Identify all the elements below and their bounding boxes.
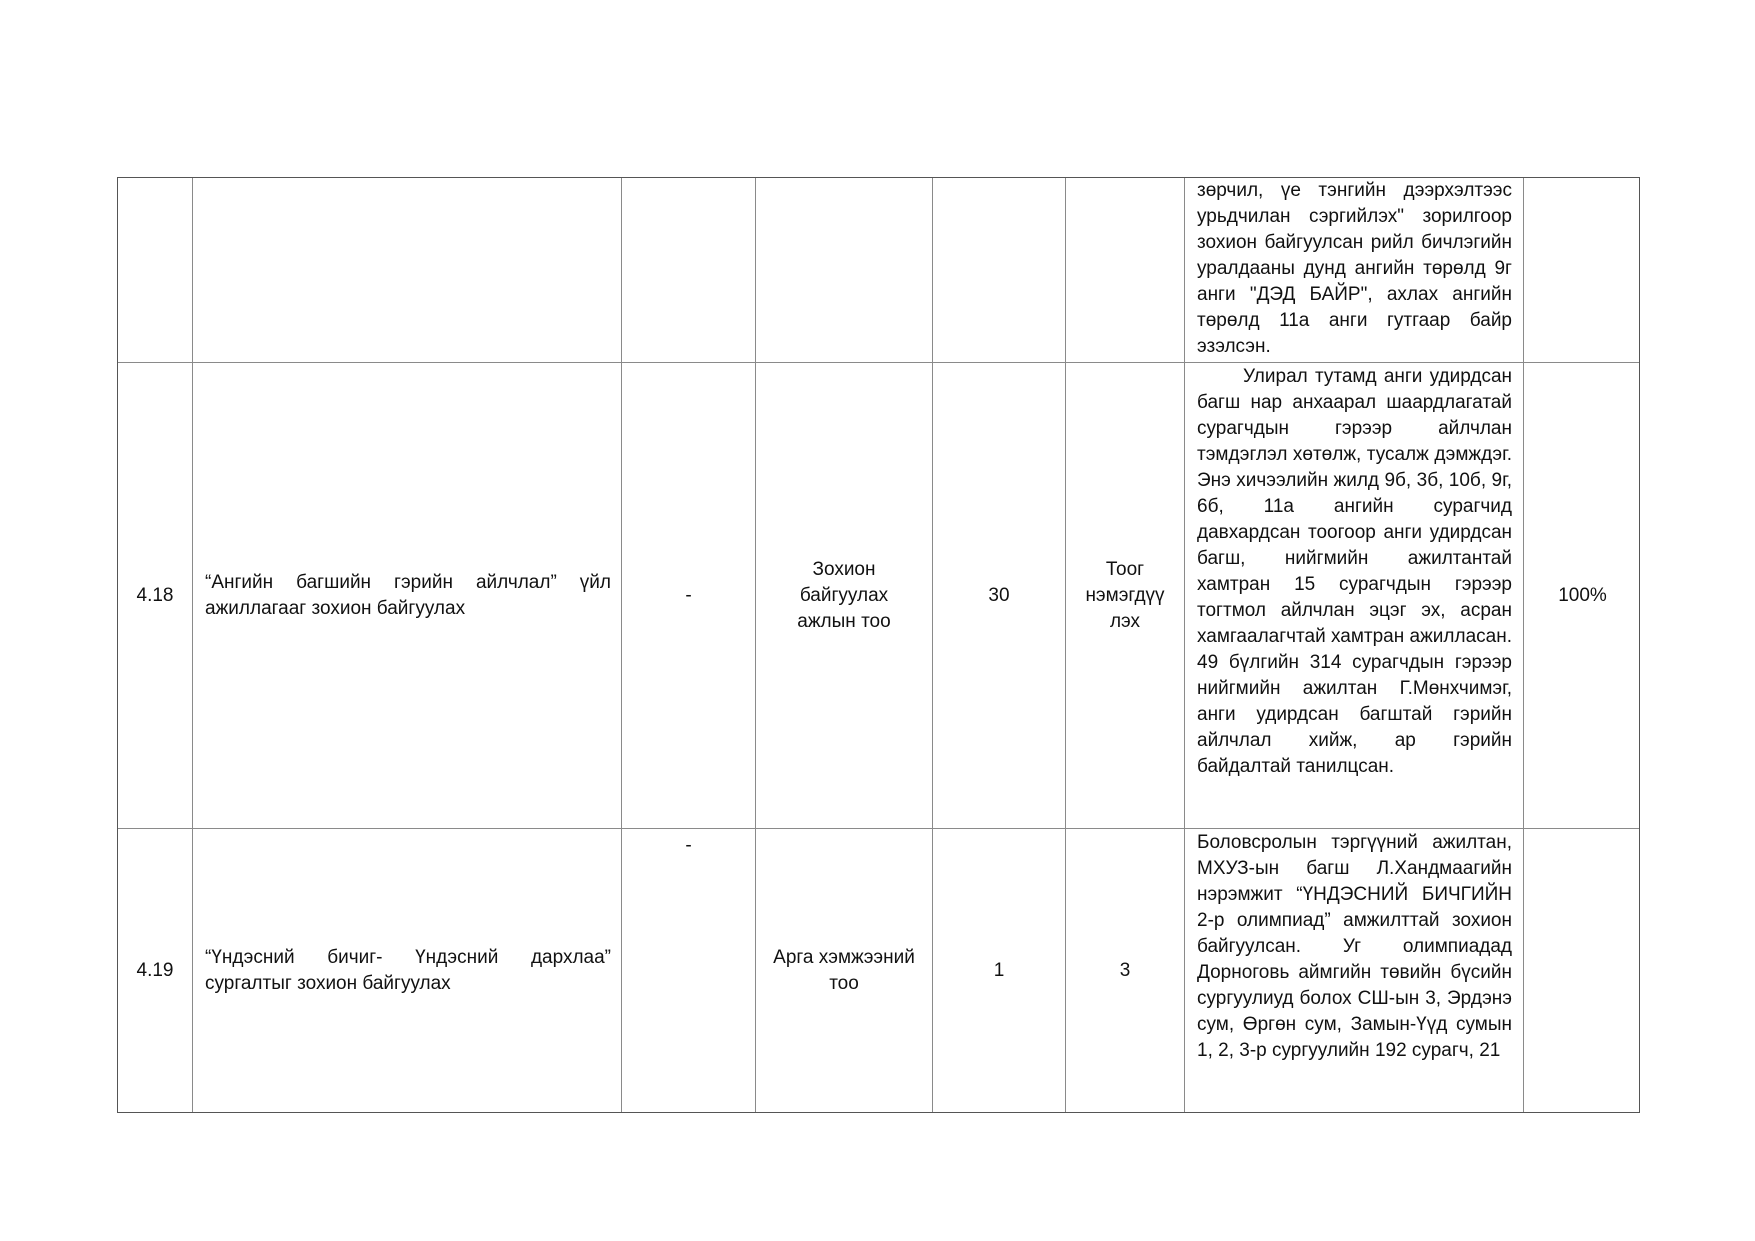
table-row (118, 362, 1639, 828)
baseline-cell (621, 178, 755, 362)
report-paragraph: Боловсролын тэргүүний ажилтан, МХУЗ-ын багш Л.Хандмаагийн нэрэмжит “ҮНДЭСНИЙ БИЧГИЙН 2-р олимпиад” амжилттай зохион байгуулсан. Уг олимпиадад Дорноговь аймгийн төвийн бүсийн сургуулиуд болох СШ-ын 3, Эрдэнэ сум, Өргөн сум, Замын-Үүд сумын 1, 2, 3-р сургуулийн 192 сурагч, 21 (1197, 832, 1512, 1061)
percent-cell (1523, 829, 1641, 1112)
target-cell (932, 178, 1065, 362)
indicator-cell (755, 829, 932, 1112)
report-cell (1184, 829, 1523, 1112)
baseline-text: - (685, 835, 692, 856)
row-number-cell: 4.18 (136, 584, 174, 606)
report-paragraph: 49 бүлгийн 314 сурагчдын гэрээр нийгмийн ажилтан Г.Мөнхчимэг, анги удирдсан багштай гэрийн айлчлал хийж, ар гэрийн байдалтай танилцсан. (1197, 652, 1512, 777)
expected-result-cell (1065, 363, 1184, 828)
table-row (118, 178, 1639, 362)
percent-cell (1523, 178, 1641, 362)
indicator-text: Арга хэмжээний тоо (773, 946, 915, 994)
plan-report-table (117, 177, 1640, 1113)
indicator-cell (755, 363, 932, 828)
activity-text: “Үндэсний бичиг- Үндэсний дархлаа” сургалтыг зохион байгуулах (205, 946, 611, 994)
target-cell: 30 (932, 363, 1065, 828)
activity-cell (192, 363, 621, 828)
baseline-cell: - (621, 363, 755, 828)
row-number-cell: 4.19 (136, 959, 174, 981)
activity-text: “Ангийн багшийн гэрийн айлчлал” үйл ажиллагааг зохион байгуулах (205, 571, 611, 619)
expected-result-cell: 3 (1065, 829, 1184, 1112)
table-row (118, 828, 1639, 1112)
indicator-text: Зохион байгуулах ажлын тоо (797, 558, 891, 632)
row-number-cell (118, 178, 192, 362)
indicator-cell (755, 178, 932, 362)
expected-result-cell (1065, 178, 1184, 362)
expected-result-text: Тоог нэмэгдүү лэх (1085, 558, 1165, 632)
baseline-cell (621, 829, 755, 1112)
report-paragraph: зөрчил, үе тэнгийн дээрхэлтээс урьдчилан сэргийлэх" зорилгоор зохион байгуулсан рийл бичлэгийн уралдааны дунд ангийн төрөлд 9г анги "ДЭД БАЙР", ахлах ангийн төрөлд 11а анги гутгаар байр эзэлсэн. (1197, 180, 1512, 357)
report-cell (1184, 363, 1523, 828)
activity-cell (192, 829, 621, 1112)
percent-cell: 100% (1523, 363, 1641, 828)
target-cell: 1 (932, 829, 1065, 1112)
report-cell (1184, 178, 1523, 362)
report-paragraph: Улирал тутамд анги удирдсан багш нар анхаарал шаардлагатай сурагчдын гэрээр айлчлан тэмдэглэл хөтөлж, тусалж дэмждэг. Энэ хичээлийн жилд 9б, 3б, 10б, 9г, 6б, 11а ангийн сурагчид давхардсан тоогоор анги удирдсан багш, нийгмийн ажилтантай хамтран 15 сурагчдын гэрээр тогтмол айлчлан эцэг эх, асран хамгаалагчтай хамтран ажилласан. (1197, 366, 1512, 647)
activity-cell (192, 178, 621, 362)
